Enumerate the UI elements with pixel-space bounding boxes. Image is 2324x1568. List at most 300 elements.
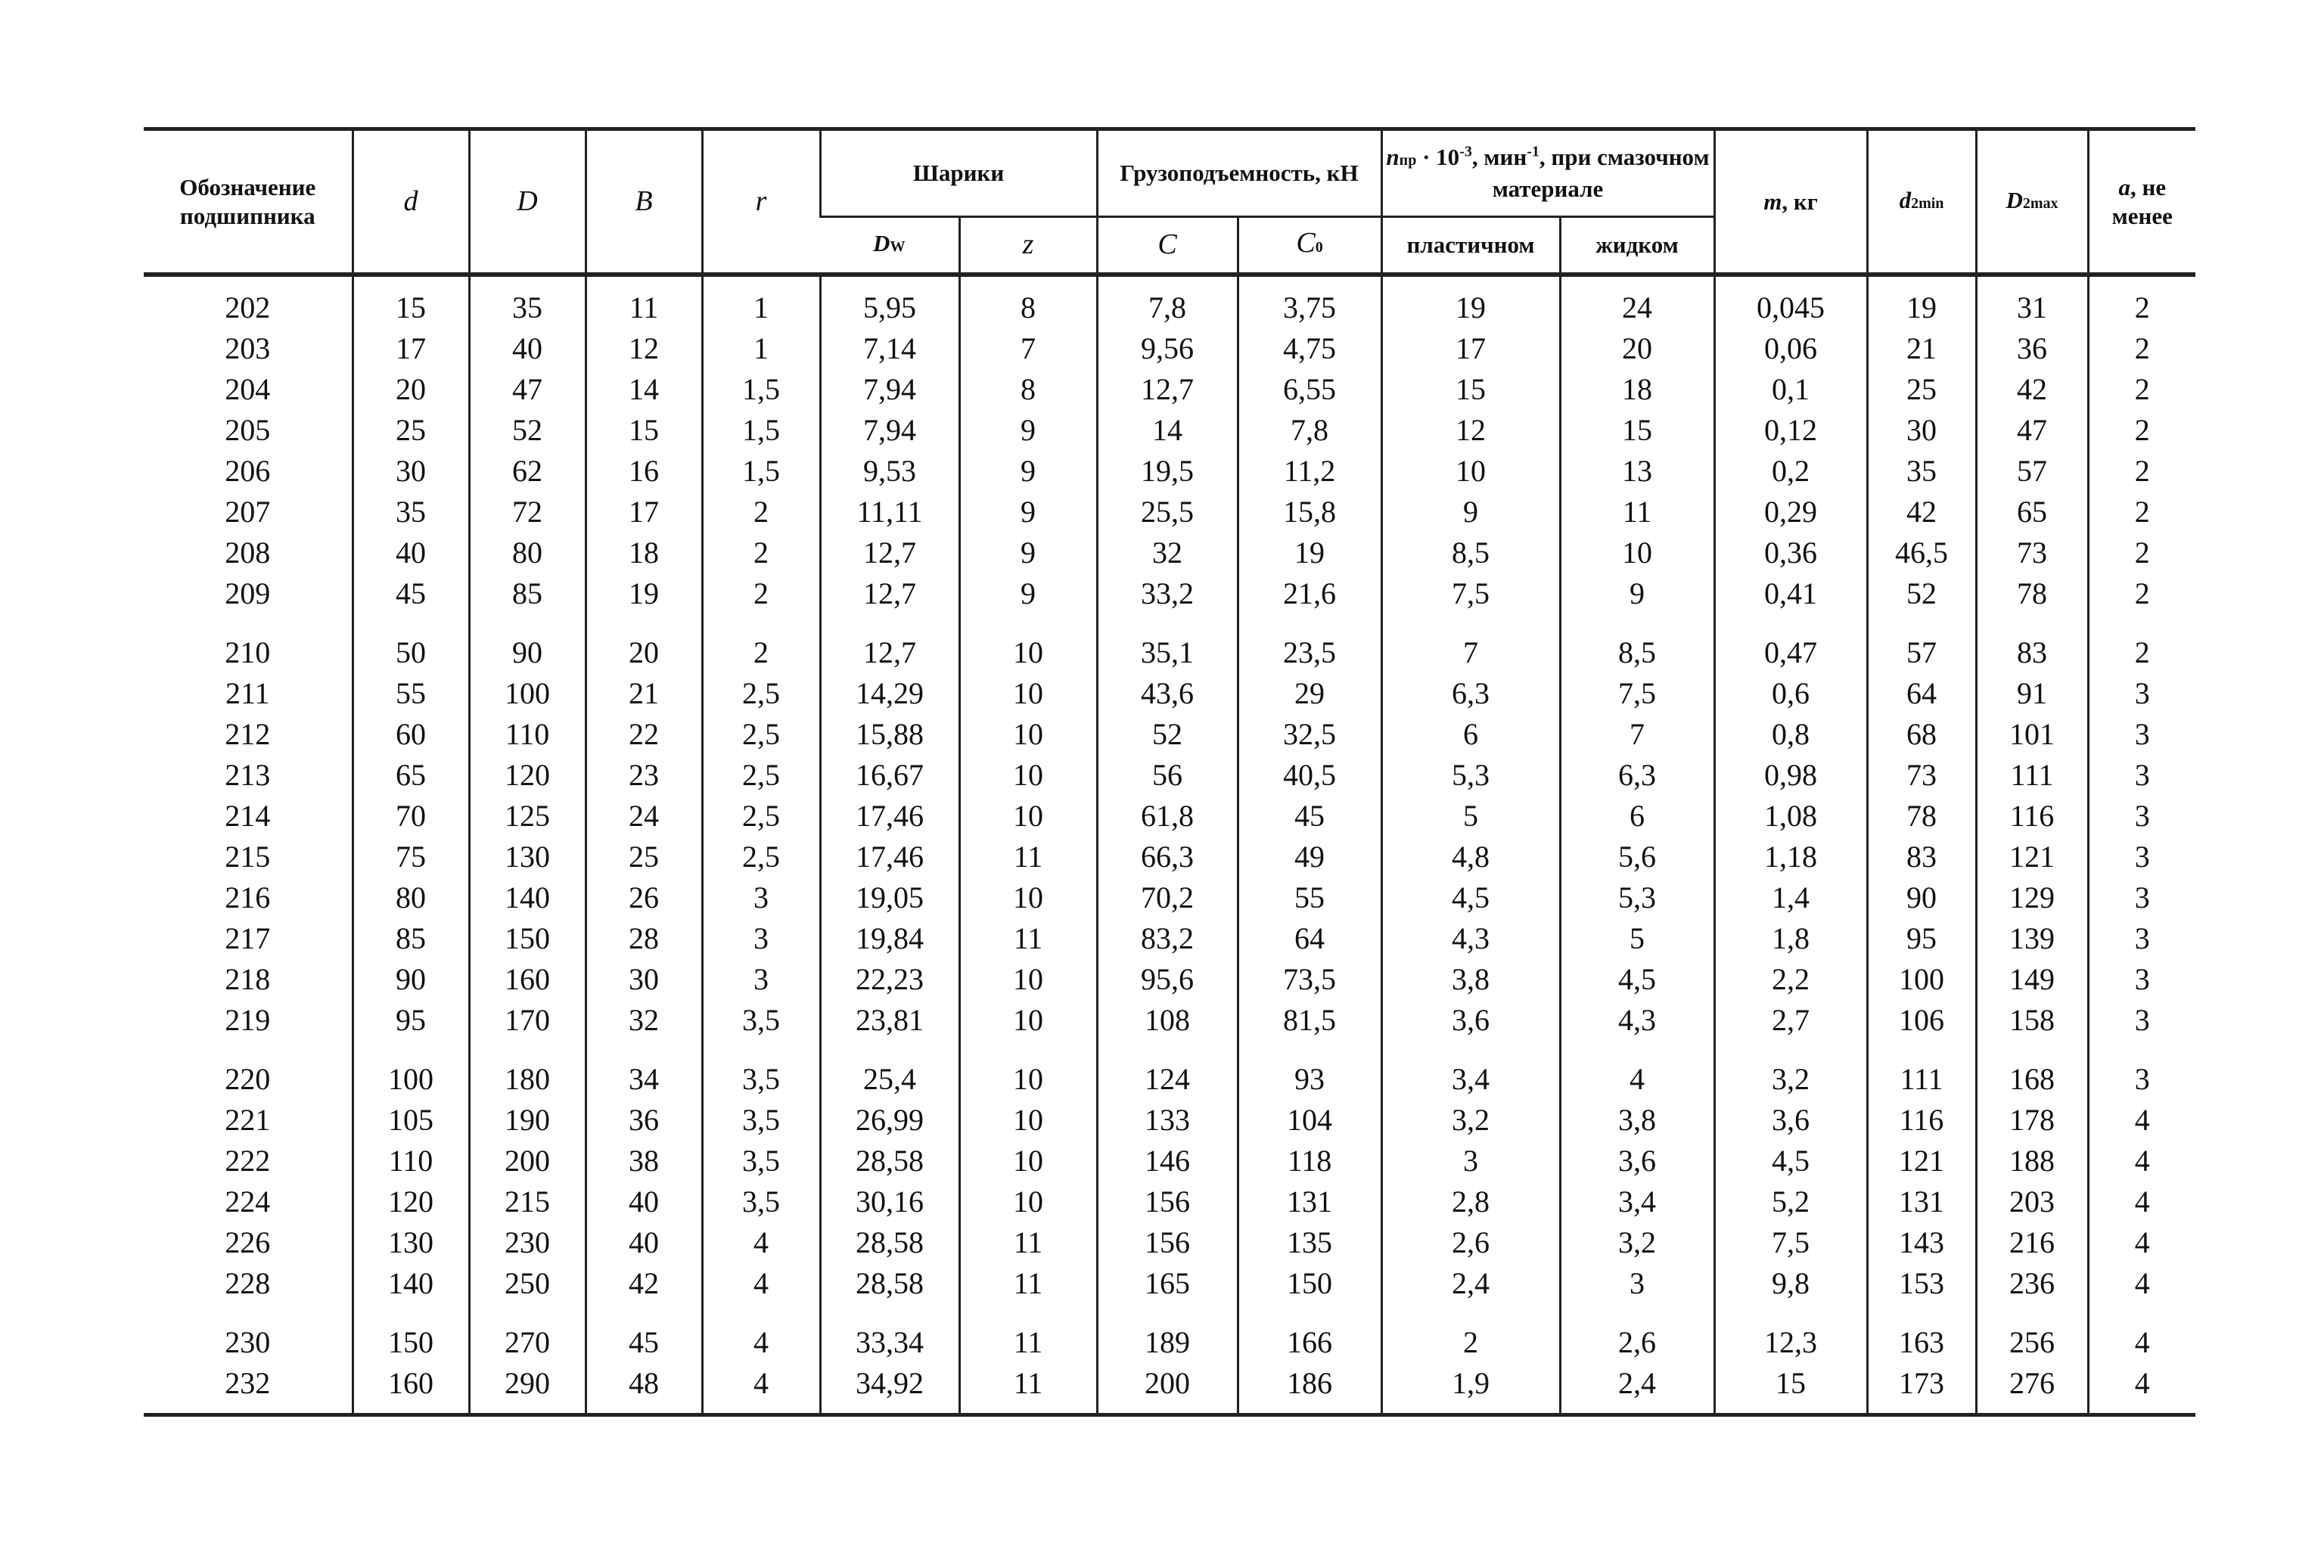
- cell-d2min: 111: [1867, 1041, 1976, 1100]
- table-row: [144, 1000, 2195, 1041]
- cell-designation: 210: [225, 635, 271, 669]
- cell-dynamic-load: 124: [1097, 1041, 1238, 1100]
- cell-d2min: 153: [1867, 1263, 1976, 1304]
- cell-speed-plastic: 6,3: [1381, 673, 1560, 714]
- cell-d: 150: [353, 1304, 469, 1363]
- cell-mass: 0,29: [1714, 492, 1867, 532]
- cell-d: 17: [353, 328, 469, 369]
- cell-b: 30: [586, 959, 702, 1000]
- cell-outer-d: 290: [469, 1363, 586, 1415]
- cell-d: 35: [353, 492, 469, 532]
- cell-speed-liquid: 3: [1560, 1263, 1714, 1304]
- cell-dynamic-load: 200: [1097, 1363, 1238, 1415]
- cell-static-load: 49: [1238, 837, 1381, 877]
- cell-ball-diameter: 23,81: [820, 1000, 959, 1041]
- cell-d2min: 68: [1867, 714, 1976, 755]
- cell-dynamic-load: 146: [1097, 1141, 1238, 1181]
- cell-ball-count: 9: [959, 492, 1097, 532]
- cell-speed-plastic: 2: [1381, 1304, 1560, 1363]
- cell-a-min: 4: [2088, 1141, 2195, 1181]
- cell-ball-diameter: 19,05: [820, 877, 959, 918]
- cell-static-load: 64: [1238, 918, 1381, 959]
- cell-designation: 203: [225, 331, 271, 365]
- table-row: [144, 714, 2195, 755]
- cell-mass: 4,5: [1714, 1141, 1867, 1181]
- cell-ball-diameter: 7,94: [820, 410, 959, 451]
- table-row: [144, 1141, 2195, 1181]
- cell-speed-liquid: 2,4: [1560, 1363, 1714, 1415]
- cell-ball-count: 11: [959, 918, 1097, 959]
- cell-d: 100: [353, 1041, 469, 1100]
- cell-d2min: 121: [1867, 1141, 1976, 1181]
- cell-speed-plastic: 3: [1381, 1141, 1560, 1181]
- cell-speed-plastic: 1,9: [1381, 1363, 1560, 1415]
- cell-dynamic-load: 108: [1097, 1000, 1238, 1041]
- cell-d2min: 95: [1867, 918, 1976, 959]
- cell-d: 105: [353, 1100, 469, 1141]
- table-row: [144, 755, 2195, 796]
- table-body: [144, 275, 2195, 1415]
- table-row: [144, 1181, 2195, 1222]
- cell-speed-plastic: 19: [1381, 275, 1560, 328]
- cell-d2min: 30: [1867, 410, 1976, 451]
- cell-outer-d: 90: [469, 614, 586, 673]
- cell-speed-plastic: 4,8: [1381, 837, 1560, 877]
- cell-ball-count: 10: [959, 959, 1097, 1000]
- cell-b: 25: [586, 837, 702, 877]
- cell-speed-plastic: 3,2: [1381, 1100, 1560, 1141]
- ball-diameter-base-text: D: [873, 230, 890, 256]
- cell-designation: 222: [225, 1144, 271, 1178]
- cell-b: 14: [586, 369, 702, 410]
- cell-ball-diameter: 17,46: [820, 837, 959, 877]
- cell-outer-d: 72: [469, 492, 586, 532]
- cell-dynamic-load: 14: [1097, 410, 1238, 451]
- cell-designation: 218: [225, 962, 271, 996]
- static-load-sub-text: 0: [1315, 239, 1323, 256]
- cell-static-load: 4,75: [1238, 328, 1381, 369]
- cell-static-load: 55: [1238, 877, 1381, 918]
- cell-outer-d: 62: [469, 451, 586, 492]
- cell-r: 3,5: [702, 1141, 820, 1181]
- cell-b: 32: [586, 1000, 702, 1041]
- bearing-table-document: [144, 127, 2195, 1417]
- cell-ball-count: 10: [959, 1100, 1097, 1141]
- cell-designation: 224: [225, 1185, 271, 1219]
- cell-mass: 7,5: [1714, 1222, 1867, 1263]
- D2max-sub-text: 2max: [2022, 194, 2058, 212]
- cell-outer-d: 130: [469, 837, 586, 877]
- cell-speed-liquid: 3,8: [1560, 1100, 1714, 1141]
- cell-D2max: 168: [1976, 1041, 2088, 1100]
- cell-speed-liquid: 6,3: [1560, 755, 1714, 796]
- cell-r: 3,5: [702, 1181, 820, 1222]
- cell-a-min: 2: [2088, 492, 2195, 532]
- cell-ball-count: 10: [959, 755, 1097, 796]
- table-row: [144, 796, 2195, 837]
- cell-designation: 220: [225, 1062, 271, 1096]
- cell-r: 2,5: [702, 837, 820, 877]
- header-mass: [1714, 129, 1867, 275]
- cell-ball-diameter: 30,16: [820, 1181, 959, 1222]
- cell-designation: 206: [225, 454, 271, 488]
- a-tail-text: , не менее: [2111, 173, 2173, 229]
- cell-b: 34: [586, 1041, 702, 1100]
- cell-d2min: 131: [1867, 1181, 1976, 1222]
- cell-b: 40: [586, 1222, 702, 1263]
- cell-b: 17: [586, 492, 702, 532]
- cell-ball-diameter: 5,95: [820, 275, 959, 328]
- cell-D2max: 42: [1976, 369, 2088, 410]
- cell-a-min: 3: [2088, 837, 2195, 877]
- cell-a-min: 2: [2088, 369, 2195, 410]
- header-d2min: [1867, 129, 1976, 275]
- cell-outer-d: 215: [469, 1181, 586, 1222]
- header-load-capacity-group: [1097, 129, 1381, 217]
- cell-static-load: 104: [1238, 1100, 1381, 1141]
- cell-ball-count: 9: [959, 573, 1097, 614]
- cell-b: 19: [586, 573, 702, 614]
- cell-designation: 212: [225, 717, 271, 751]
- cell-b: 38: [586, 1141, 702, 1181]
- cell-a-min: 2: [2088, 614, 2195, 673]
- cell-static-load: 73,5: [1238, 959, 1381, 1000]
- cell-a-min: 3: [2088, 714, 2195, 755]
- cell-outer-d: 80: [469, 532, 586, 573]
- cell-a-min: 2: [2088, 532, 2195, 573]
- header-plastic-lubricant: [1381, 217, 1560, 275]
- cell-d2min: 52: [1867, 573, 1976, 614]
- header-d-text: d: [403, 185, 418, 217]
- cell-designation: 205: [225, 413, 271, 447]
- cell-d: 130: [353, 1222, 469, 1263]
- cell-outer-d: 180: [469, 1041, 586, 1100]
- cell-outer-d: 230: [469, 1222, 586, 1263]
- cell-a-min: 3: [2088, 918, 2195, 959]
- cell-dynamic-load: 61,8: [1097, 796, 1238, 837]
- table-row: [144, 1222, 2195, 1263]
- cell-D2max: 276: [1976, 1363, 2088, 1415]
- speed-mid-text: · 10: [1416, 144, 1460, 170]
- cell-mass: 0,47: [1714, 614, 1867, 673]
- cell-D2max: 216: [1976, 1222, 2088, 1263]
- header-b-text: B: [635, 185, 653, 217]
- ball-diameter-sub-text: W: [890, 238, 906, 255]
- a-var-text: a: [2118, 173, 2130, 200]
- cell-speed-plastic: 3,4: [1381, 1041, 1560, 1100]
- header-dynamic-load: [1097, 217, 1238, 275]
- cell-speed-plastic: 9: [1381, 492, 1560, 532]
- cell-designation: 213: [225, 758, 271, 792]
- cell-speed-liquid: 3,4: [1560, 1181, 1714, 1222]
- cell-speed-plastic: 2,8: [1381, 1181, 1560, 1222]
- cell-mass: 5,2: [1714, 1181, 1867, 1222]
- cell-static-load: 186: [1238, 1363, 1381, 1415]
- cell-static-load: 15,8: [1238, 492, 1381, 532]
- cell-dynamic-load: 156: [1097, 1181, 1238, 1222]
- cell-mass: 1,08: [1714, 796, 1867, 837]
- cell-outer-d: 170: [469, 1000, 586, 1041]
- cell-outer-d: 140: [469, 877, 586, 918]
- cell-d2min: 100: [1867, 959, 1976, 1000]
- cell-b: 48: [586, 1363, 702, 1415]
- header-D2max: [1976, 129, 2088, 275]
- cell-D2max: 36: [1976, 328, 2088, 369]
- cell-d: 140: [353, 1263, 469, 1304]
- plastic-text: пластичном: [1406, 231, 1535, 258]
- cell-d: 120: [353, 1181, 469, 1222]
- cell-speed-liquid: 15: [1560, 410, 1714, 451]
- cell-outer-d: 125: [469, 796, 586, 837]
- cell-b: 45: [586, 1304, 702, 1363]
- cell-static-load: 6,55: [1238, 369, 1381, 410]
- cell-dynamic-load: 95,6: [1097, 959, 1238, 1000]
- cell-dynamic-load: 156: [1097, 1222, 1238, 1263]
- cell-a-min: 2: [2088, 573, 2195, 614]
- cell-outer-d: 190: [469, 1100, 586, 1141]
- header-balls-text: Шарики: [912, 160, 1005, 186]
- cell-ball-count: 11: [959, 1304, 1097, 1363]
- cell-d2min: 143: [1867, 1222, 1976, 1263]
- cell-ball-diameter: 9,53: [820, 451, 959, 492]
- cell-r: 3,5: [702, 1000, 820, 1041]
- cell-d2min: 46,5: [1867, 532, 1976, 573]
- cell-outer-d: 40: [469, 328, 586, 369]
- cell-mass: 0,2: [1714, 451, 1867, 492]
- cell-r: 2: [702, 614, 820, 673]
- cell-designation: 230: [225, 1325, 271, 1359]
- cell-static-load: 23,5: [1238, 614, 1381, 673]
- cell-r: 3: [702, 918, 820, 959]
- cell-speed-liquid: 4,3: [1560, 1000, 1714, 1041]
- header-outer-d: [469, 129, 586, 275]
- cell-designation: 219: [225, 1003, 271, 1037]
- d2min-base-text: d: [1899, 186, 1912, 213]
- table-row: [144, 614, 2195, 673]
- table-row: [144, 1100, 2195, 1141]
- speed-n-sub-text: пр: [1399, 152, 1417, 169]
- header-a: [2088, 129, 2195, 275]
- cell-static-load: 19: [1238, 532, 1381, 573]
- cell-static-load: 81,5: [1238, 1000, 1381, 1041]
- cell-speed-liquid: 13: [1560, 451, 1714, 492]
- cell-ball-diameter: 28,58: [820, 1263, 959, 1304]
- cell-d: 15: [353, 275, 469, 328]
- cell-a-min: 3: [2088, 1041, 2195, 1100]
- cell-r: 1,5: [702, 451, 820, 492]
- cell-speed-liquid: 18: [1560, 369, 1714, 410]
- cell-D2max: 111: [1976, 755, 2088, 796]
- cell-r: 1,5: [702, 369, 820, 410]
- cell-d: 25: [353, 410, 469, 451]
- cell-a-min: 4: [2088, 1222, 2195, 1263]
- cell-speed-plastic: 17: [1381, 328, 1560, 369]
- cell-mass: 3,6: [1714, 1100, 1867, 1141]
- table-row: [144, 1263, 2195, 1304]
- speed-exp-text: -3: [1459, 143, 1472, 160]
- cell-b: 15: [586, 410, 702, 451]
- cell-speed-plastic: 7: [1381, 614, 1560, 673]
- cell-b: 22: [586, 714, 702, 755]
- cell-D2max: 83: [1976, 614, 2088, 673]
- header-balls-group: [820, 129, 1097, 217]
- cell-mass: 15: [1714, 1363, 1867, 1415]
- cell-r: 1: [702, 328, 820, 369]
- cell-d2min: 21: [1867, 328, 1976, 369]
- table-row: [144, 673, 2195, 714]
- cell-ball-count: 7: [959, 328, 1097, 369]
- cell-dynamic-load: 35,1: [1097, 614, 1238, 673]
- cell-outer-d: 47: [469, 369, 586, 410]
- cell-mass: 0,12: [1714, 410, 1867, 451]
- cell-ball-count: 10: [959, 673, 1097, 714]
- cell-D2max: 78: [1976, 573, 2088, 614]
- cell-ball-diameter: 12,7: [820, 614, 959, 673]
- header-ball-diameter: [820, 217, 959, 275]
- cell-d: 95: [353, 1000, 469, 1041]
- cell-outer-d: 250: [469, 1263, 586, 1304]
- cell-ball-diameter: 34,92: [820, 1363, 959, 1415]
- ball-count-text: z: [1022, 228, 1034, 260]
- cell-a-min: 2: [2088, 451, 2195, 492]
- cell-a-min: 4: [2088, 1363, 2195, 1415]
- cell-outer-d: 270: [469, 1304, 586, 1363]
- cell-D2max: 91: [1976, 673, 2088, 714]
- cell-d2min: 163: [1867, 1304, 1976, 1363]
- cell-d: 50: [353, 614, 469, 673]
- cell-ball-diameter: 11,11: [820, 492, 959, 532]
- cell-d2min: 25: [1867, 369, 1976, 410]
- cell-D2max: 139: [1976, 918, 2088, 959]
- cell-ball-count: 10: [959, 714, 1097, 755]
- cell-D2max: 256: [1976, 1304, 2088, 1363]
- cell-mass: 3,2: [1714, 1041, 1867, 1100]
- cell-speed-liquid: 6: [1560, 796, 1714, 837]
- cell-d: 70: [353, 796, 469, 837]
- header-static-load: [1238, 217, 1381, 275]
- cell-d: 30: [353, 451, 469, 492]
- cell-mass: 1,8: [1714, 918, 1867, 959]
- cell-mass: 0,1: [1714, 369, 1867, 410]
- static-load-base-text: C: [1296, 227, 1316, 259]
- cell-speed-plastic: 4,5: [1381, 877, 1560, 918]
- table-row: [144, 451, 2195, 492]
- cell-static-load: 166: [1238, 1304, 1381, 1363]
- cell-a-min: 4: [2088, 1304, 2195, 1363]
- cell-d2min: 35: [1867, 451, 1976, 492]
- cell-ball-count: 10: [959, 614, 1097, 673]
- cell-a-min: 4: [2088, 1263, 2195, 1304]
- table-header: [144, 129, 2195, 275]
- cell-speed-plastic: 2,4: [1381, 1263, 1560, 1304]
- cell-dynamic-load: 25,5: [1097, 492, 1238, 532]
- table-row: [144, 275, 2195, 328]
- table-row: [144, 959, 2195, 1000]
- cell-mass: 0,06: [1714, 328, 1867, 369]
- liquid-text: жидком: [1595, 231, 1679, 258]
- cell-d: 60: [353, 714, 469, 755]
- speed-unit-exp-text: -1: [1527, 143, 1539, 160]
- cell-ball-count: 11: [959, 1363, 1097, 1415]
- cell-static-load: 7,8: [1238, 410, 1381, 451]
- cell-a-min: 3: [2088, 755, 2195, 796]
- speed-tail-text: , при смазочном материале: [1492, 144, 1710, 202]
- cell-designation: 207: [225, 495, 271, 529]
- cell-static-load: 93: [1238, 1041, 1381, 1100]
- cell-speed-plastic: 15: [1381, 369, 1560, 410]
- cell-dynamic-load: 9,56: [1097, 328, 1238, 369]
- cell-ball-diameter: 7,94: [820, 369, 959, 410]
- cell-outer-d: 110: [469, 714, 586, 755]
- header-b: [586, 129, 702, 275]
- header-row-1: [144, 129, 2195, 217]
- header-d: [353, 129, 469, 275]
- cell-speed-liquid: 24: [1560, 275, 1714, 328]
- cell-d: 90: [353, 959, 469, 1000]
- cell-speed-plastic: 4,3: [1381, 918, 1560, 959]
- cell-speed-plastic: 7,5: [1381, 573, 1560, 614]
- header-designation: [144, 129, 353, 275]
- cell-D2max: 203: [1976, 1181, 2088, 1222]
- cell-r: 1,5: [702, 410, 820, 451]
- cell-d2min: 78: [1867, 796, 1976, 837]
- cell-D2max: 129: [1976, 877, 2088, 918]
- cell-dynamic-load: 133: [1097, 1100, 1238, 1141]
- cell-a-min: 3: [2088, 959, 2195, 1000]
- cell-d2min: 83: [1867, 837, 1976, 877]
- cell-b: 36: [586, 1100, 702, 1141]
- cell-a-min: 3: [2088, 796, 2195, 837]
- cell-static-load: 150: [1238, 1263, 1381, 1304]
- cell-b: 20: [586, 614, 702, 673]
- table-row: [144, 369, 2195, 410]
- mass-var-text: m: [1763, 188, 1782, 215]
- cell-r: 2,5: [702, 796, 820, 837]
- cell-static-load: 11,2: [1238, 451, 1381, 492]
- cell-speed-liquid: 3,2: [1560, 1222, 1714, 1263]
- cell-mass: 9,8: [1714, 1263, 1867, 1304]
- cell-ball-diameter: 22,23: [820, 959, 959, 1000]
- speed-unit-text: , мин: [1471, 144, 1527, 170]
- cell-D2max: 73: [1976, 532, 2088, 573]
- cell-speed-liquid: 3,6: [1560, 1141, 1714, 1181]
- cell-ball-count: 9: [959, 532, 1097, 573]
- cell-dynamic-load: 12,7: [1097, 369, 1238, 410]
- cell-d: 85: [353, 918, 469, 959]
- table-row: [144, 532, 2195, 573]
- cell-D2max: 236: [1976, 1263, 2088, 1304]
- cell-designation: 208: [225, 536, 271, 570]
- table-row: [144, 1041, 2195, 1100]
- cell-d2min: 42: [1867, 492, 1976, 532]
- cell-designation: 215: [225, 840, 271, 874]
- cell-b: 18: [586, 532, 702, 573]
- table-row: [144, 918, 2195, 959]
- cell-D2max: 149: [1976, 959, 2088, 1000]
- cell-ball-count: 10: [959, 1000, 1097, 1041]
- cell-static-load: 3,75: [1238, 275, 1381, 328]
- cell-ball-count: 10: [959, 1141, 1097, 1181]
- cell-speed-plastic: 5: [1381, 796, 1560, 837]
- table-row: [144, 837, 2195, 877]
- cell-speed-liquid: 4,5: [1560, 959, 1714, 1000]
- cell-b: 24: [586, 796, 702, 837]
- cell-dynamic-load: 189: [1097, 1304, 1238, 1363]
- cell-a-min: 4: [2088, 1181, 2195, 1222]
- cell-mass: 0,98: [1714, 755, 1867, 796]
- cell-speed-liquid: 7,5: [1560, 673, 1714, 714]
- cell-speed-liquid: 7: [1560, 714, 1714, 755]
